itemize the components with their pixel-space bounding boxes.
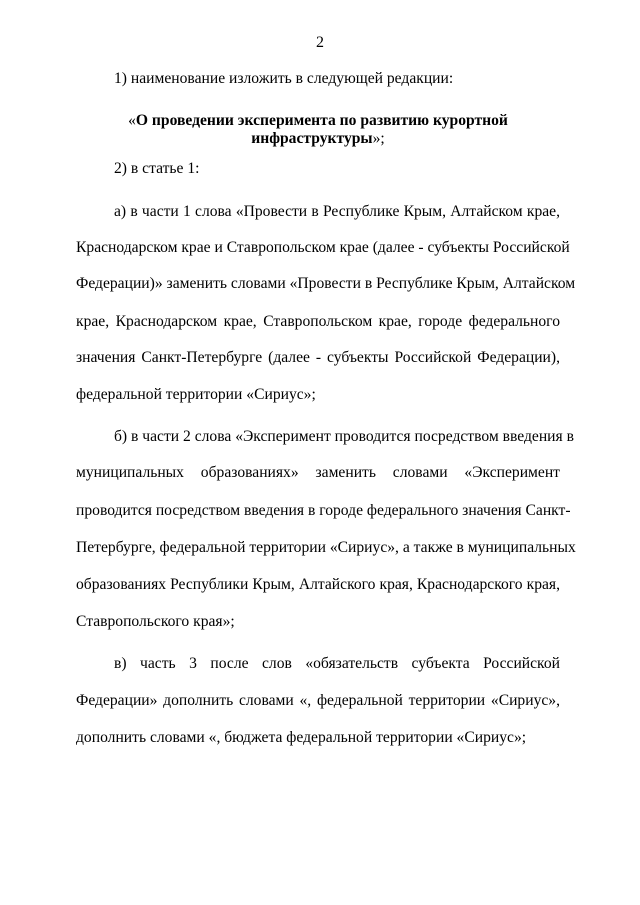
subitem-v-line-2: Федерации» дополнить словами «, федеральной территории «Сириус»,	[76, 692, 560, 709]
subitem-b-line-2: муниципальных образованиях» заменить словами «Эксперимент	[76, 464, 560, 481]
subitem-a-line-5: значения Санкт-Петербурге (далее - субъекты Российской Федерации),	[76, 349, 560, 366]
subitem-a-line-1: а) в части 1 слова «Провести в Республике Крым, Алтайском крае,	[114, 203, 560, 220]
item-2-intro: 2) в статье 1:	[114, 160, 200, 177]
new-title-line-1	[76, 112, 560, 130]
title-open-quote: «	[128, 112, 136, 129]
page-number: 2	[316, 34, 324, 51]
title-line-2-text: инфраструктуры	[251, 130, 373, 147]
subitem-b-line-5: образованиях Республики Крым, Алтайского края, Краснодарского края,	[76, 576, 560, 593]
new-title-line-2	[76, 130, 560, 148]
subitem-a-line-2: Краснодарском крае и Ставропольском крае (далее - субъекты Российской	[76, 239, 570, 256]
title-line-1-text: О проведении эксперимента по развитию курортной	[135, 112, 508, 129]
subitem-a-line-3: Федерации)» заменить словами «Провести в Республике Крым, Алтайском	[76, 275, 576, 292]
subitem-a-line-4: крае, Краснодарском крае, Ставропольском крае, городе федерального	[76, 313, 560, 330]
title-close-quote: »;	[372, 130, 385, 147]
subitem-a-line-6: федеральной территории «Сириус»;	[76, 386, 316, 403]
subitem-v-line-3: дополнить словами «, бюджета федеральной территории «Сириус»;	[76, 729, 527, 746]
subitem-b-line-1: б) в части 2 слова «Эксперимент проводится посредством введения в	[114, 428, 574, 445]
subitem-v-line-1: в) часть 3 после слов «обязательств субъекта Российской	[114, 655, 560, 672]
item-1-intro: 1) наименование изложить в следующей редакции:	[114, 70, 454, 87]
subitem-b-line-3: проводится посредством введения в городе федерального значения Санкт-	[76, 502, 571, 519]
subitem-b-line-6: Ставропольского края»;	[76, 613, 235, 630]
subitem-b-line-4: Петербурге, федеральной территории «Сириус», а также в муниципальных	[76, 539, 576, 556]
